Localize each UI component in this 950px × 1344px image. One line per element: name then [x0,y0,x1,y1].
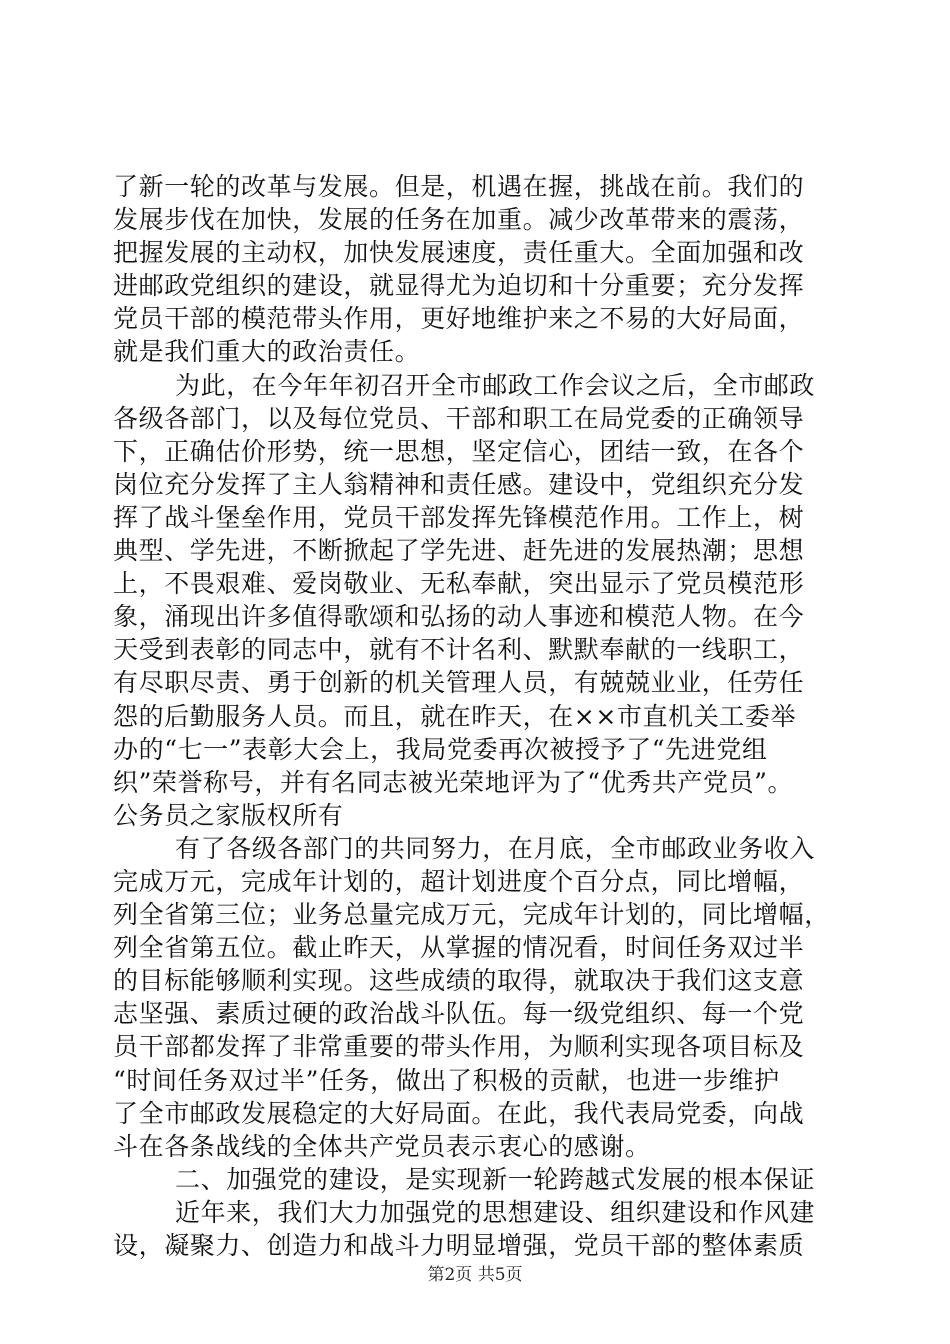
text-line: 列全省第五位。截止昨天，从掌握的情况看，时间任务双过半 [113,933,805,963]
text-line: 发展步伐在加快，发展的任务在加重。减少改革带来的震荡， [113,205,805,235]
text-line: 为此，在今年年初召开全市邮政工作会议之后，全市邮政 [175,370,816,400]
text-line: 挥了战斗堡垒作用，党员干部发挥先锋模范作用。工作上，树 [113,502,805,532]
page-footer: 第2页 共5页 [427,1265,523,1285]
text-line: 志坚强、素质过硬的政治战斗队伍。每一级党组织、每一个党 [113,999,805,1029]
text-line: 有尽职尽责、勇于创新的机关管理人员，有兢兢业业，任劳任 [113,668,805,698]
text-line: 天受到表彰的同志中，就有不计名利、默默奉献的一线职工， [113,635,805,665]
text-line: 二、加强党的建设，是实现新一轮跨越式发展的根本保证 [175,1164,816,1194]
text-line: 岗位充分发挥了主人翁精神和责任感。建设中，党组织充分发 [113,469,805,499]
text-line: 设，凝聚力、创造力和战斗力明显增强，党员干部的整体素质 [113,1231,805,1260]
text-line: 进邮政党组织的建设，就显得尤为迫切和十分重要；充分发挥 [113,271,805,301]
text-line: 了全市邮政发展稳定的大好局面。在此，我代表局党委，向战 [113,1098,805,1128]
text-line: 了新一轮的改革与发展。但是，机遇在握，挑战在前。我们的 [113,172,805,201]
text-line: 各级各部门，以及每位党员、干部和职工在局党委的正确领导 [113,403,805,433]
text-line: 有了各级各部门的共同努力，在月底，全市邮政业务收入 [175,833,816,863]
text-line: 就是我们重大的政治责任。 [113,337,421,367]
text-line: 的目标能够顺利实现。这些成绩的取得，就取决于我们这支意 [113,966,805,996]
text-line: 近年来，我们大力加强党的思想建设、组织建设和作风建 [175,1197,816,1227]
text-line: 党员干部的模范带头作用，更好地维护来之不易的大好局面， [113,304,805,334]
text-line: 斗在各条战线的全体共产党员表示衷心的感谢。 [113,1131,651,1161]
text-line: 象，涌现出许多值得歌颂和弘扬的动人事迹和模范人物。在今 [113,602,805,632]
text-line: 怨的后勤服务人员。而且，就在昨天，在××市直机关工委举 [113,701,797,731]
text-line: 员干部都发挥了非常重要的带头作用，为顺利实现各项目标及 [113,1032,805,1062]
text-line: 典型、学先进，不断掀起了学先进、赶先进的发展热潮；思想 [113,536,805,566]
text-line: 织”荣誉称号，并有名同志被光荣地评为了“优秀共产党员”。 [113,767,794,797]
document-body [113,170,843,1262]
text-line: 完成万元，完成年计划的，超计划进度个百分点，同比增幅， [113,866,805,896]
text-line: 列全省第三位；业务总量完成万元，完成年计划的，同比增幅， [113,900,830,930]
text-line: 下，正确估价形势，统一思想，坚定信心，团结一致，在各个 [113,436,805,466]
text-line: 把握发展的主动权，加快发展速度，责任重大。全面加强和改 [113,238,805,268]
text-line: 上，不畏艰难、爱岗敬业、无私奉献，突出显示了党员模范形 [113,569,805,599]
text-line: “时间任务双过半”任务，做出了积极的贡献，也进一步维护 [113,1065,780,1095]
text-line: 办的“七一”表彰大会上，我局党委再次被授予了“先进党组 [113,734,768,764]
text-line: 公务员之家版权所有 [113,800,344,830]
